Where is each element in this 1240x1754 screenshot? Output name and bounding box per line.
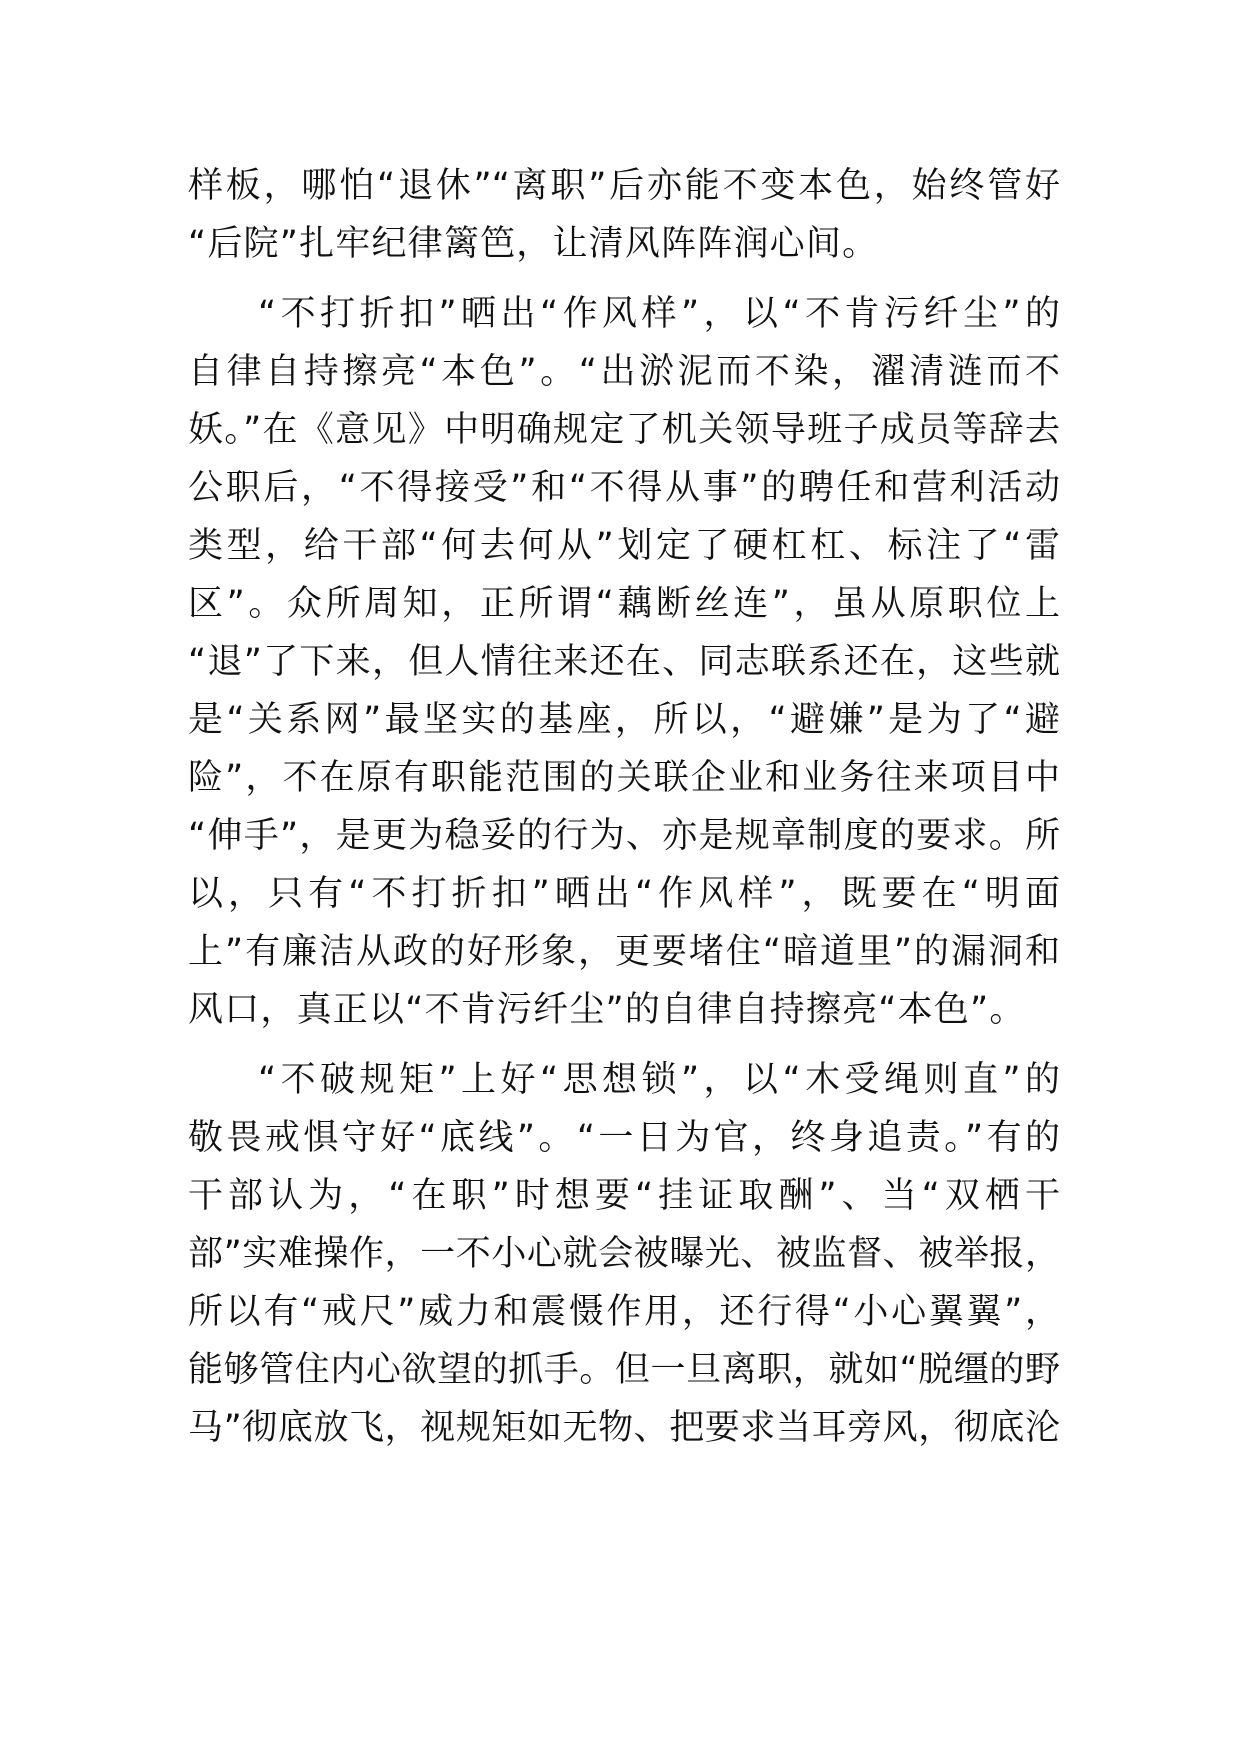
text-line: 上”有廉洁从政的好形象，更要堵住“暗道里”的漏洞和 — [188, 932, 1060, 972]
text-line: 自律自持擦亮“本色”。“出淤泥而不染，濯清涟而不 — [188, 352, 1060, 392]
text-line: 类型，给干部“何去何从”划定了硬杠杠、标注了“雷 — [188, 526, 1060, 566]
text-line: “退”了下来，但人情往来还在、同志联系还在，这些就 — [188, 642, 1060, 682]
text-line: 是“关系网”最坚实的基座，所以，“避嫌”是为了“避 — [188, 700, 1060, 740]
text-line: 干部认为，“在职”时想要“挂证取酬”、当“双栖干 — [188, 1176, 1060, 1216]
text-line: 能够管住内心欲望的抓手。但一旦离职，就如“脱缰的野 — [188, 1350, 1060, 1390]
text-line: “后院”扎牢纪律篱笆，让清风阵阵润心间。 — [188, 224, 879, 264]
text-line: “伸手”，是更为稳妥的行为、亦是规章制度的要求。所 — [188, 816, 1060, 856]
text-line: 部”实难操作，一不小心就会被曝光、被监督、被举报， — [188, 1234, 1060, 1274]
text-line: 险”，不在原有职能范围的关联企业和业务往来项目中 — [188, 758, 1060, 798]
text-line: 马”彻底放飞，视规矩如无物、把要求当耳旁风，彻底沦 — [188, 1408, 1060, 1448]
text-line: 公职后，“不得接受”和“不得从事”的聘任和营利活动 — [188, 468, 1060, 508]
text-line: 以，只有“不打折扣”晒出“作风样”，既要在“明面 — [188, 874, 1060, 914]
paragraph-first-line: “不打折扣”晒出“作风样”，以“不肯污纤尘”的 — [258, 294, 1060, 334]
text-line: 样板，哪怕“退休”“离职”后亦能不变本色，始终管好 — [188, 166, 1060, 206]
text-line: 敬畏戒惧守好“底线”。“一日为官，终身追责。”有的 — [188, 1118, 1060, 1158]
text-line: 所以有“戒尺”威力和震慑作用，还行得“小心翼翼”， — [188, 1292, 1060, 1332]
text-line: 妖。”在《意见》中明确规定了机关领导班子成员等辞去 — [188, 410, 1060, 450]
text-line: 风口，真正以“不肯污纤尘”的自律自持擦亮“本色”。 — [188, 990, 1026, 1030]
paragraph-first-line: “不破规矩”上好“思想锁”，以“木受绳则直”的 — [258, 1060, 1060, 1100]
text-line: 区”。众所周知，正所谓“藕断丝连”，虽从原职位上 — [188, 584, 1060, 624]
